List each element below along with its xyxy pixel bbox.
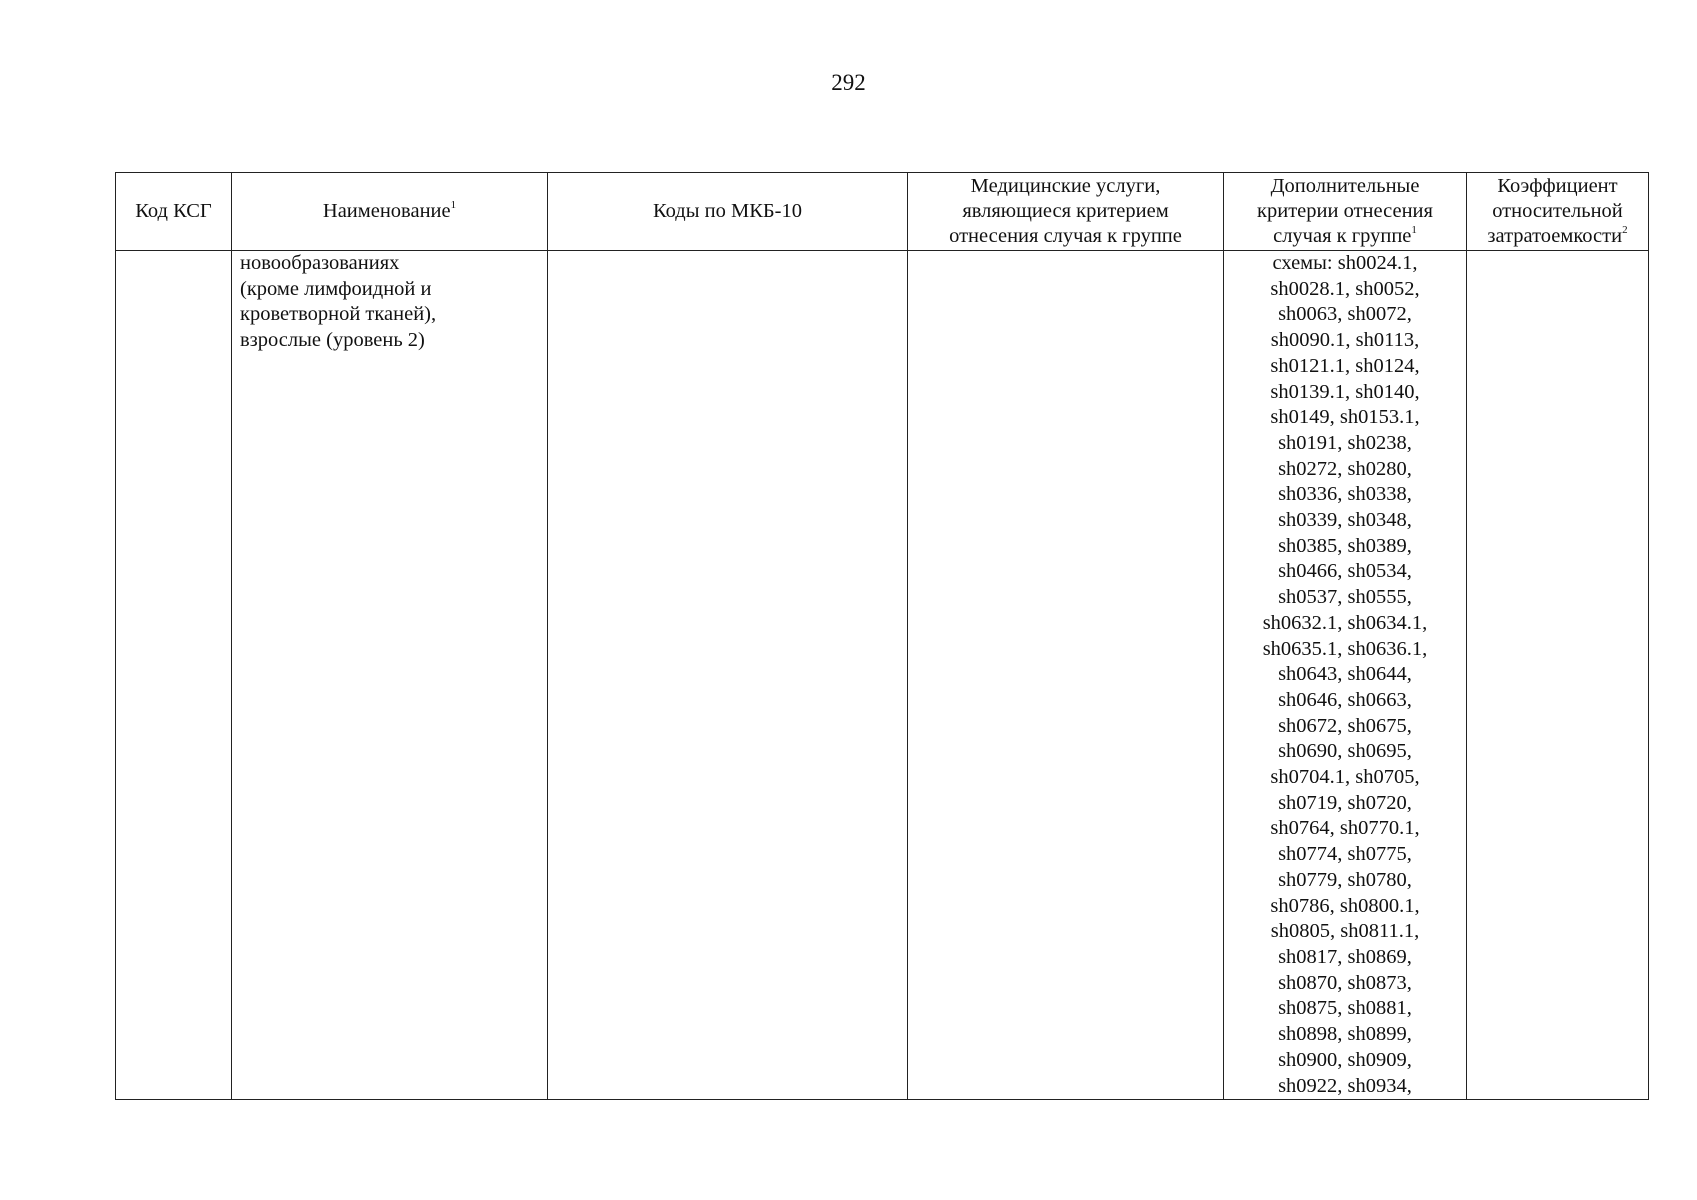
criteria-line: sh0028.1, sh0052, <box>1270 277 1420 300</box>
cell-code <box>116 251 232 1100</box>
header-services: Медицинские услуги, являющиеся критерием отнесения случая к группе <box>908 173 1224 251</box>
criteria-line: sh0191, sh0238, <box>1278 431 1412 454</box>
criteria-line: sh0121.1, sh0124, <box>1270 354 1420 377</box>
header-name: Наименование$^1$ <box>232 173 548 251</box>
criteria-line: sh0900, sh0909, <box>1278 1048 1412 1071</box>
criteria-line: sh0385, sh0389, <box>1278 534 1412 557</box>
table-row <box>116 251 1649 1100</box>
criteria-line: sh0922, sh0934, <box>1278 1074 1412 1097</box>
criteria-line: sh0139.1, sh0140, <box>1270 380 1420 403</box>
ksg-table <box>115 172 1649 1100</box>
criteria-line: sh0646, sh0663, <box>1278 688 1412 711</box>
cell-services <box>908 251 1224 1100</box>
name-line: взрослые (уровень 2) <box>240 329 425 352</box>
criteria-line: sh0339, sh0348, <box>1278 509 1412 532</box>
header-criteria: Дополнительные критерии отнесения случая к группе$^1$ <box>1224 173 1467 251</box>
criteria-line: sh0779, sh0780, <box>1278 868 1412 891</box>
criteria-line: sh0149, sh0153.1, <box>1270 406 1420 429</box>
criteria-line: sh0764, sh0770.1, <box>1270 817 1420 840</box>
header-icd: Коды по МКБ-10 <box>548 173 908 251</box>
criteria-line: sh0336, sh0338, <box>1278 483 1412 506</box>
cell-name <box>232 251 548 1100</box>
criteria-line: sh0870, sh0873, <box>1278 971 1412 994</box>
table-header-row <box>116 173 1649 251</box>
criteria-line: sh0805, sh0811.1, <box>1270 920 1420 943</box>
criteria-line: sh0466, sh0534, <box>1278 560 1412 583</box>
header-coefficient: Коэффициент относительной затратоемкости$^2$ <box>1467 173 1649 251</box>
criteria-line: sh0672, sh0675, <box>1278 714 1412 737</box>
cell-coefficient <box>1467 251 1649 1100</box>
criteria-line: sh0817, sh0869, <box>1278 945 1412 968</box>
criteria-line: sh0632.1, sh0634.1, <box>1262 611 1428 634</box>
criteria-line: sh0090.1, sh0113, <box>1270 329 1420 352</box>
criteria-line: sh0643, sh0644, <box>1278 663 1412 686</box>
header-code: Код КСГ <box>116 173 232 251</box>
criteria-line: sh0774, sh0775, <box>1278 843 1412 866</box>
criteria-line: sh0272, sh0280, <box>1278 457 1412 480</box>
criteria-line: sh0898, sh0899, <box>1278 1023 1412 1046</box>
name-line: новообразованиях <box>240 252 400 274</box>
criteria-line: sh0690, sh0695, <box>1278 740 1412 763</box>
criteria-line: схемы: sh0024.1, <box>1272 252 1418 274</box>
cell-icd <box>548 251 908 1100</box>
criteria-line: sh0063, sh0072, <box>1278 303 1412 326</box>
criteria-line: sh0635.1, sh0636.1, <box>1262 637 1428 660</box>
footnote-mark: 1 <box>450 199 457 211</box>
cell-criteria <box>1224 251 1467 1100</box>
footnote-mark: 1 <box>1411 224 1417 236</box>
page-number: 292 <box>831 70 866 95</box>
criteria-line: sh0537, sh0555, <box>1278 586 1412 609</box>
criteria-line: sh0704.1, sh0705, <box>1270 766 1420 789</box>
name-line: (кроме лимфоидной и <box>240 277 432 300</box>
footnote-mark: 2 <box>1622 224 1628 236</box>
criteria-line: sh0875, sh0881, <box>1278 997 1412 1020</box>
criteria-line: sh0719, sh0720, <box>1278 791 1412 814</box>
criteria-line: sh0786, sh0800.1, <box>1270 894 1420 917</box>
name-line: кроветворной тканей), <box>240 303 437 326</box>
